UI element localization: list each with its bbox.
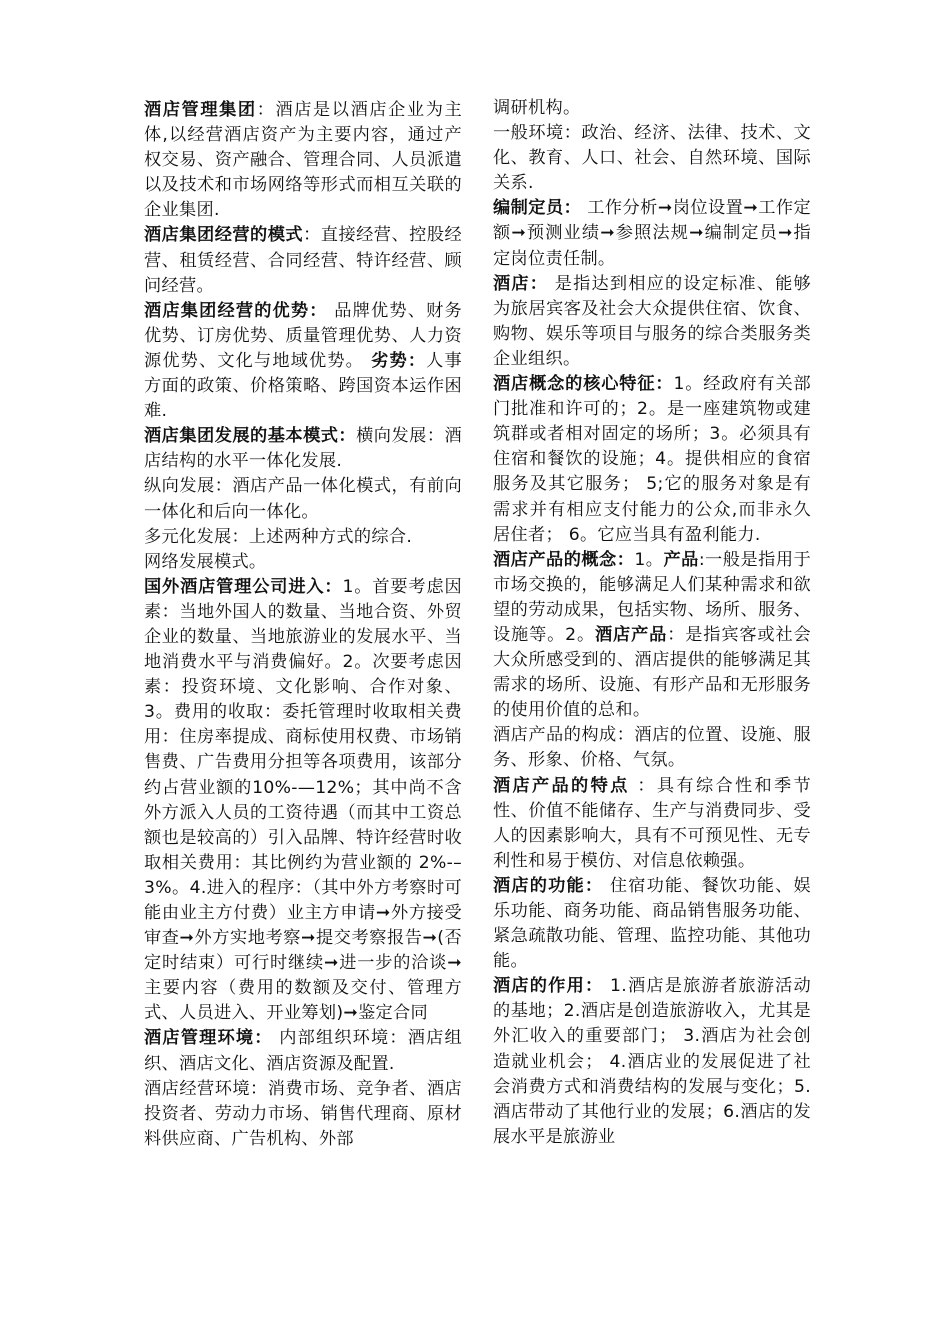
paragraph-diversified-development	[144, 525, 462, 550]
paragraph-hotel-definition	[493, 272, 811, 372]
paragraph-general-environment	[493, 121, 811, 196]
definition: 住宿功能、餐饮功能、娱乐功能、商务功能、商品销售服务功能、紧急疏散功能、管理、监控功能、其他功能。	[493, 875, 811, 972]
paragraph-hotel-management-group	[144, 98, 462, 223]
definition: ：直接经营、控股经营、租赁经营、合同经营、特许经营、顾问经营。	[144, 225, 462, 296]
definition: 1。经政府有关部门批准和许可的；2。是一座建筑物或建筑群或者相对固定的场所；3。必须具有住宿和餐饮的设施；4。提供相应的食宿服务及其它服务； 5;它的服务对象是有需求并有相应支付能力的公众,而非永久居住者； 6。它应当具有盈利能力.	[493, 374, 811, 545]
definition: 一般环境：政治、经济、法律、技术、文化、教育、人口、社会、自然环境、国际关系.	[493, 123, 811, 194]
paragraph-hotel-functions	[493, 874, 811, 974]
definition: 酒店产品的构成：酒店的位置、设施、服务、形象、价格、气氛。	[493, 725, 811, 771]
term: 酒店产品的特点	[493, 775, 630, 796]
paragraph-research-institutions	[493, 96, 811, 121]
definition: :一般是指用于市场交换的，能够满足人们某种需求和欲望的劳动成果，包括实物、场所、服务、设施等。2。	[493, 549, 811, 645]
paragraph-product-concept	[493, 548, 811, 724]
left-column	[144, 98, 462, 1152]
definition: ：具有综合性和季节性、价值不能储存、生产与消费同步、受人的因素影响大，具有不可预见性、无专利性和易于模仿、对信息依赖强。	[493, 775, 811, 871]
paragraph-core-features	[493, 372, 811, 548]
definition: 1。首要考虑因素：当地外国人的数量、当地合资、外贸企业的数量、当地旅游业的发展水平、当地消费水平与消费偏好。2。次要考虑因素：投资环境、文化影响、合作对象、3。费用的收取：委托管理时收取相关费用：住房率提成、商标使用权费、市场销售费、广告费用分担等各项费用，该部分约占营业额的10%-—12%；其中尚不含外方派入人员的工资待遇（而其中工资总额也是较高的）引入品牌、特许经营时收取相关费用：其比例约为营业额的 2%-–3%。4.进入的程序：（其中外方考察时可能由业主方付费）业主方申请➞外方接受审查➞外方实地考察➞提交考察报告➞(否定时结束）可行时继续➞进一步的洽谈➞主要内容（费用的数额及交付、管理方式、人员进入、开业筹划)➞鉴定合同	[144, 576, 462, 1024]
term: 产品	[663, 549, 699, 570]
paragraph-group-operation-modes	[144, 223, 462, 298]
term: 劣势：	[364, 350, 427, 371]
definition: 多元化发展：上述两种方式的综合.	[144, 526, 413, 547]
definition: 品牌优势、财务优势、订房优势、质量管理优势、人力资源优势、文化与地域优势。	[144, 300, 462, 371]
term: 酒店产品	[595, 624, 668, 645]
paragraph-product-characteristics	[493, 774, 811, 874]
definition: 人事方面的政策、价格策略、跨国资本运作困难.	[144, 350, 462, 422]
definition: 是指达到相应的设定标准、能够为旅居宾客及社会大众提供住宿、饮食、购物、娱乐等项目与服务的综合类服务类企业组织。	[493, 273, 812, 369]
paragraph-management-environment	[144, 1026, 462, 1076]
definition: 酒店经营环境：消费市场、竞争者、酒店投资者、劳动力市场、销售代理商、原材料供应商、广告机构、外部	[144, 1078, 462, 1149]
definition: 横向发展：酒店结构的水平一体化发展.	[144, 426, 462, 472]
definition: 1。	[634, 549, 664, 570]
definition: 工作分析➞岗位设置➞工作定额➞预测业绩➞参照法规➞编制定员➞指定岗位责任制。	[493, 198, 811, 269]
paragraph-network-development	[144, 550, 462, 575]
term: 酒店概念的核心特征：	[493, 374, 674, 395]
term: 酒店产品的概念：	[493, 549, 635, 570]
paragraph-product-composition	[493, 723, 811, 773]
term: 编制定员：	[493, 198, 582, 219]
definition: 纵向发展：酒店产品一体化模式，有前向一体化和后向一体化。	[144, 476, 462, 522]
term: 酒店集团经营的模式	[144, 225, 304, 246]
definition: 内部组织环境：酒店组织、酒店文化、酒店资源及配置.	[144, 1028, 463, 1074]
paragraph-hotel-roles	[493, 974, 811, 1150]
term: 酒店集团经营的优势：	[144, 300, 328, 321]
term: 酒店管理环境：	[144, 1028, 273, 1049]
term: 酒店的功能：	[493, 875, 604, 896]
term: 酒店：	[493, 273, 549, 294]
definition: 网络发展模式。	[144, 551, 267, 572]
right-column	[493, 96, 811, 1150]
paragraph-group-advantages	[144, 299, 462, 424]
paragraph-group-development-modes	[144, 424, 462, 474]
paragraph-staffing	[493, 196, 811, 271]
definition: 调研机构。	[493, 98, 581, 118]
definition: ：酒店是以酒店企业为主体,以经营酒店资产为主要内容，通过产权交易、资产融合、管理合同、人员派遣以及技术和市场网络等形式而相互关联的企业集团.	[144, 100, 462, 221]
term: 酒店集团发展的基本模式：	[144, 426, 357, 447]
definition: ：是指宾客或社会大众所感受到的、酒店提供的能够满足其需求的场所、设施、有形产品和无形服务的使用价值的总和。	[493, 624, 811, 721]
paragraph-vertical-development	[144, 474, 462, 524]
term: 酒店的作用：	[493, 976, 604, 997]
definition: 1.酒店是旅游者旅游活动的基地；2.酒店是创造旅游收入，尤其是外汇收入的重要部门； 3.酒店为社会创造就业机会； 4.酒店业的发展促进了社会消费方式和消费结构的发展与变化；5.酒店带动了其他行业的发展；6.酒店的发展水平是旅游业	[493, 976, 811, 1147]
term: 国外酒店管理公司进入：	[144, 576, 343, 597]
paragraph-operating-environment	[144, 1077, 462, 1152]
paragraph-foreign-company-entry	[144, 575, 462, 1027]
term: 酒店管理集团	[144, 100, 257, 120]
